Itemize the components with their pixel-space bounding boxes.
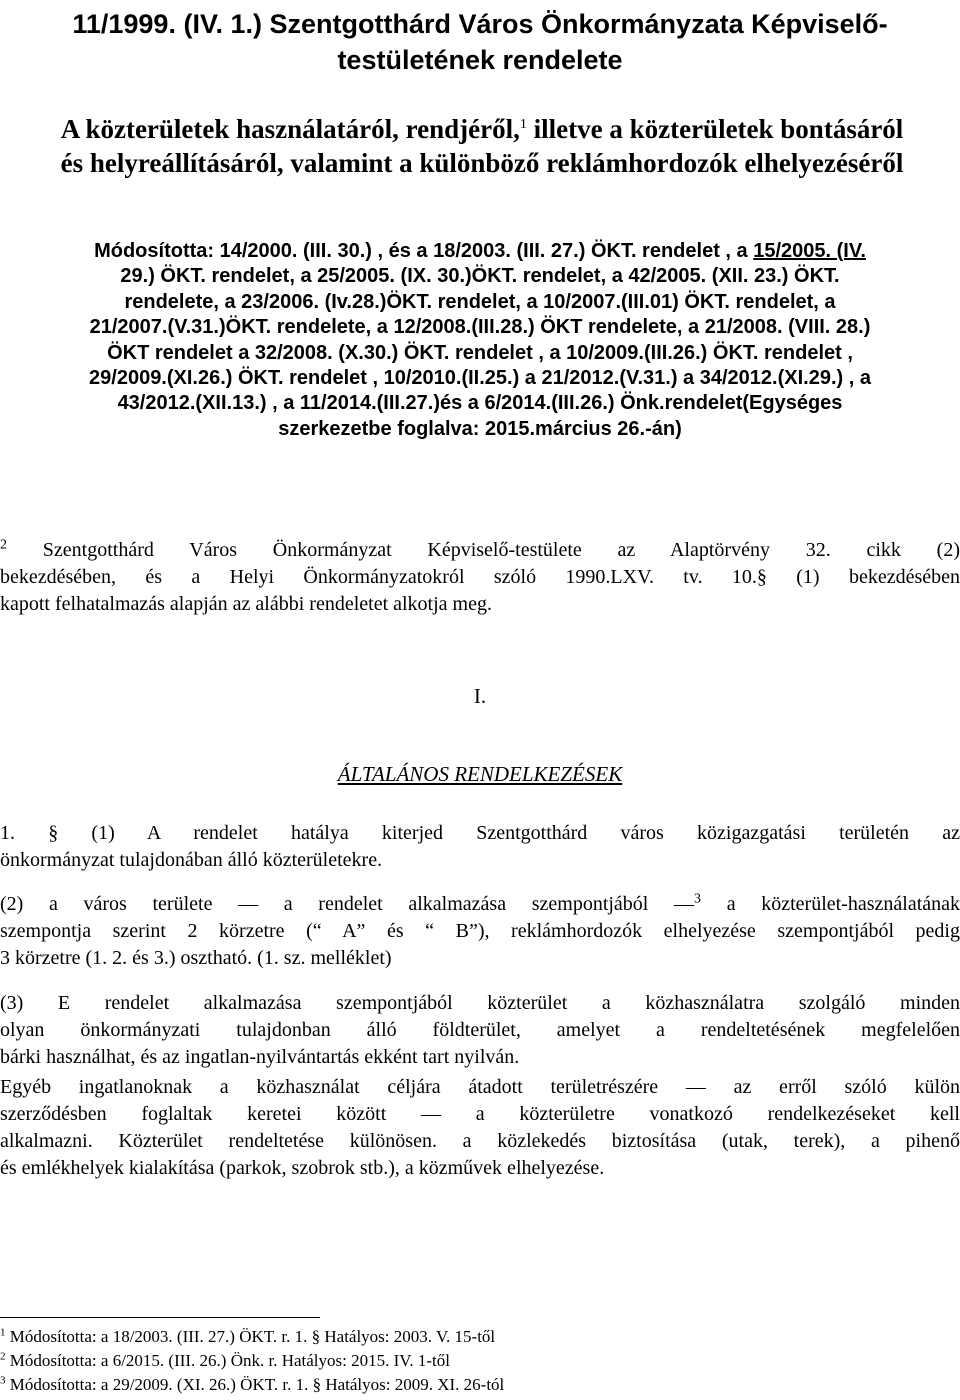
- footnote-item: [0, 1325, 960, 1349]
- preamble: [0, 537, 960, 618]
- preamble-line-2: bekezdésében, és a Helyi Önkormányzatokról szóló 1990.LXV. tv. 10.§ (1) bekezdésében: [0, 566, 960, 588]
- paragraph-line: (3) E rendelet alkalmazása szempontjából közterület a közhasználatra szolgáló minden: [0, 992, 960, 1014]
- subtitle-line-1-text-a: A közterületek használatáról, rendjéről,: [60, 114, 520, 144]
- modification-line: 29.) ÖKT. rendelet, a 25/2005. (IX. 30.)ÖKT. rendelet, a 42/2005. (XII. 23.) ÖKT.: [120, 265, 840, 288]
- footnote-item: [0, 1373, 960, 1397]
- subtitle-line-2: és helyreállításáról, valamint a különböző reklámhordozók elhelyezéséről: [60, 148, 904, 178]
- section-1-paragraph-2: [0, 891, 960, 972]
- paragraph-line: szempontja szerint 2 körzetre (“ A” és “ B”), reklámhordozók elhelyezése szempontjából pedig: [0, 920, 960, 942]
- footnote-text: Módosította: a 6/2015. (III. 26.) Önk. r. Hatályos: 2015. IV. 1-től: [5, 1351, 450, 1370]
- footnote-text: Módosította: a 18/2003. (III. 27.) ÖKT. r. 1. § Hatályos: 2003. V. 15-től: [5, 1327, 496, 1346]
- document-title: [70, 6, 890, 78]
- modification-line: szerkezetbe foglalva: 2015.március 26.-án): [278, 417, 682, 440]
- paragraph-line: 3 körzetre (1. 2. és 3.) osztható. (1. sz. melléklet): [0, 947, 392, 969]
- footnote-item: [0, 1349, 960, 1373]
- paragraph-line: Egyéb ingatlanoknak a közhasználat céljára átadott területrészére — az erről szóló külön: [0, 1076, 960, 1098]
- subtitle-line-1-text-b: illetve a közterületek bontásáról: [526, 114, 904, 144]
- footnote-ref-1[interactable]: 1: [519, 117, 527, 132]
- title-line-1: 11/1999. (IV. 1.) Szentgotthárd Város Önkormányzata Képviselő-: [72, 9, 888, 39]
- chapter-number: I.: [473, 684, 487, 708]
- paragraph-line: olyan önkormányzati tulajdonban álló földterület, amelyet a rendeltetésének megfelelően: [0, 1019, 960, 1041]
- modification-line: ÖKT rendelet a 32/2008. (X.30.) ÖKT. rendelet , a 10/2009.(III.26.) ÖKT. rendelet ,: [107, 341, 853, 364]
- footnote-number: 1: [0, 1326, 6, 1339]
- paragraph-line: alkalmazni. Közterület rendeltetése különösen. a közlekedés biztosítása (utak, terek), a pihenő: [0, 1130, 960, 1152]
- preamble-line-3: kapott felhatalmazás alapján az alábbi rendeletet alkotja meg.: [0, 593, 492, 615]
- chapter-title: ÁLTALÁNOS RENDELKEZÉSEK: [337, 762, 623, 786]
- modification-history: [20, 239, 940, 442]
- paragraph-line: 1. § (1) A rendelet hatálya kiterjed Szentgotthárd város közigazgatási területén az: [0, 822, 960, 844]
- preamble-line-1: $^2$ Szentgotthárd Város Önkormányzat Képviselő-testülete az Alaptörvény 32. cikk (2): [0, 537, 960, 561]
- modification-line: 21/2007.(V.31.)ÖKT. rendelete, a 12/2008.(III.28.) ÖKT rendelete, a 21/2008. (VIII. 28.): [89, 316, 871, 339]
- modification-line: 43/2012.(XII.13.) , a 11/2014.(III.27.)és a 6/2014.(III.26.) Önk.rendelet(Egységes: [117, 392, 843, 415]
- footnote-ref-2[interactable]: 2: [0, 537, 7, 553]
- paragraph-line: (2) a város területe — a rendelet alkalmazása szempontjából —$^3$ a közterület-használatának: [0, 891, 960, 915]
- modification-line: rendelete, a 23/2006. (Iv.28.)ÖKT. rendelet, a 10/2007.(III.01) ÖKT. rendelet, a: [124, 290, 836, 313]
- footnote-number: 2: [0, 1350, 6, 1363]
- paragraph-line: szerződésben foglaltak keretei között — a közterületre vonatkozó rendelkezéseket kell: [0, 1103, 960, 1125]
- paragraph-line: és emlékhelyek kialakítása (parkok, szobrok stb.), a közművek elhelyezése.: [0, 1157, 605, 1179]
- paragraph-line: bárki használhat, és az ingatlan-nyilvántartás ekként tart nyilván.: [0, 1046, 520, 1068]
- section-1-paragraph-1: [0, 820, 960, 874]
- modification-line: Módosította: 14/2000. (III. 30.) , és a 18/2003. (III. 27.) ÖKT. rendelet , a 15/2005. (IV.: [94, 240, 866, 262]
- footnote-text: Módosította: a 29/2009. (XI. 26.) ÖKT. r. 1. § Hatályos: 2009. XI. 26-tól: [5, 1375, 505, 1394]
- footnotes: [0, 1325, 960, 1397]
- paragraph-line: önkormányzat tulajdonában álló közterületekre.: [0, 849, 383, 871]
- subtitle-line-1: [22, 112, 942, 146]
- section-1-paragraph-3: [0, 990, 960, 1071]
- footnote-ref-3[interactable]: 3: [694, 891, 702, 907]
- modification-line: 29/2009.(XI.26.) ÖKT. rendelet , 10/2010.(II.25.) a 21/2012.(V.31.) a 34/2012.(XI.29.) , a: [89, 367, 871, 390]
- footnote-separator: [0, 1317, 320, 1318]
- footnote-number: 3: [0, 1374, 6, 1387]
- title-line-2: testületének rendelete: [337, 45, 623, 75]
- section-1-paragraph-4: [0, 1074, 960, 1182]
- document-subtitle: [22, 112, 942, 180]
